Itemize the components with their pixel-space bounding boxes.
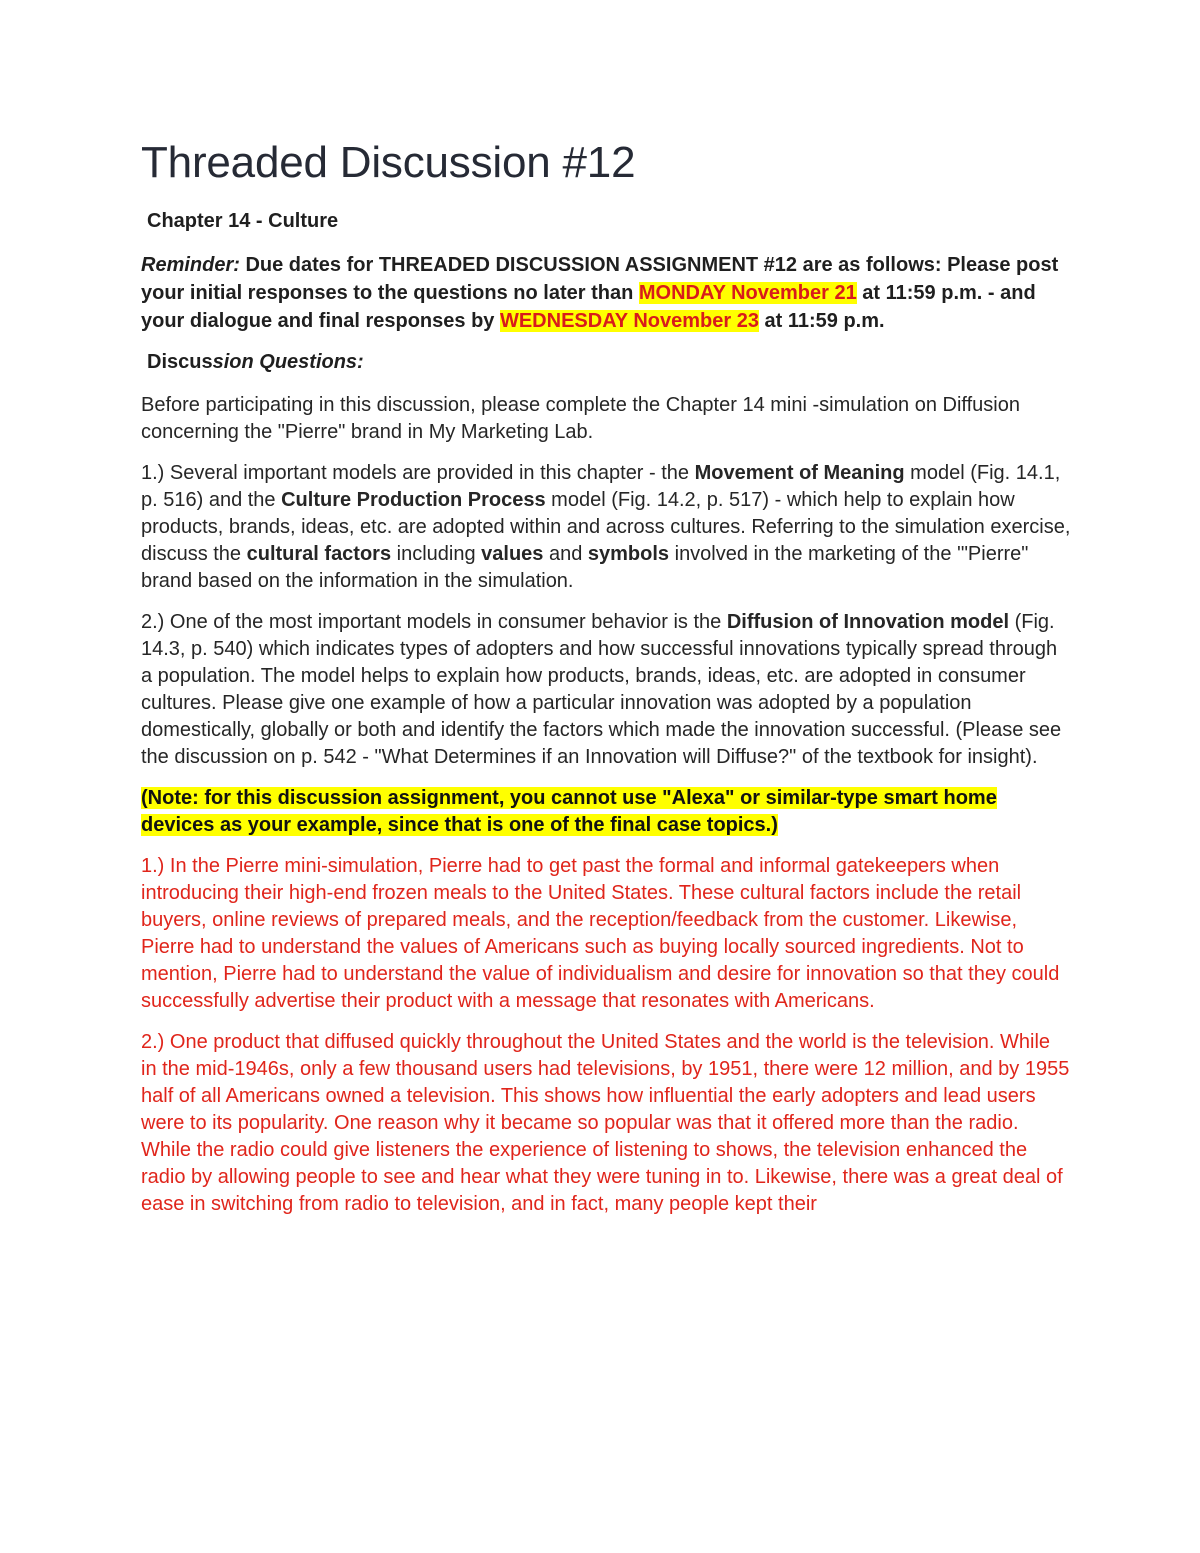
question-1 [141,460,1071,595]
reminder-paragraph [141,251,1071,335]
due-date-2: WEDNESDAY November 23 [499,310,759,332]
q2-text: (Fig. 14.3, p. 540) which indicates types of adopters and how successful innovations typically spread through a population. The model helps to explain how products, brands, ideas, etc. are adopted in consumer cultures. Please give one example of how a particular innovation was adopted by a population domestically, globally or both and identify the factors which made the innovation successful. (Please see the discussion on p. 542 - "What Determines if an Innovation will Diffuse?" of the textbook for insight). [141,611,1062,768]
reminder-label: Reminder: [141,254,240,276]
document-page [141,138,1071,1232]
due-date-1: MONDAY November 21 [638,282,857,304]
q1-bold-term: Culture Production Process [281,489,546,511]
q1-bold-term: Movement of Meaning [694,462,905,484]
document-title: Threaded Discussion #12 [141,138,636,187]
q2-text: 2.) One of the most important models in consumer behavior is the [141,611,727,633]
q1-bold-term: cultural factors [246,543,392,565]
q1-text: 1.) Several important models are provided in this chapter - the [141,462,695,484]
q1-text: and [543,543,588,565]
answer-2: 2.) One product that diffused quickly throughout the United States and the world is the television. While in the mid-1946s, only a few thousand users had televisions, by 1951, there were 12 million, and by 1955 half of all Americans owned a television. This shows how influential the early adopters and lead users were to its popularity. One reason why it became so popular was that it offered more than the radio. While the radio could give listeners the experience of listening to shows, the television enhanced the radio by allowing people to see and hear what they were tuning in to. Likewise, there was a great deal of ease in switching from radio to television, and in fact, many people kept their [141,1031,1070,1215]
q1-text: model (Fig. 14.2, p. 517) - which help to explain how products, brands, ideas, etc. are adopted within and across cultures. Referring to the simulation exercise, discuss the [141,489,1071,565]
q1-text: model (Fig. 14.1, p. 516) and the [141,462,1061,511]
discussion-questions-heading [147,351,1071,374]
note-paragraph [141,785,1071,839]
dq-italic: sion Questions: [212,351,364,373]
reminder-text-3: at 11:59 p.m. [758,310,885,332]
note-highlight: (Note: for this discussion assignment, you cannot use "Alexa" or similar-type smart home devices as your example, since that is one of the final case topics.) [141,787,997,836]
question-2 [141,609,1071,771]
q1-bold-term: values [481,543,544,565]
reminder-text-2: at 11:59 p.m. - and your dialogue and final responses by [141,282,1036,332]
answer-1: 1.) In the Pierre mini-simulation, Pierre had to get past the formal and informal gatekeepers when introducing their high-end frozen meals to the United States. These cultural factors include the retail buyers, online reviews of prepared meals, and the reception/feedback from the customer. Likewise, Pierre had to understand the values of Americans such as buying locally sourced ingredients. Not to mention, Pierre had to understand the value of individualism and desire for innovation so that they could successfully advertise their product with a message that resonates with Americans. [141,855,1060,1012]
chapter-heading: Chapter 14 - Culture [147,210,339,232]
dq-prefix: Discus [147,351,213,373]
q1-text: including [391,543,482,565]
intro-paragraph: Before participating in this discussion, please complete the Chapter 14 mini -simulation on Diffusion concerning the "Pierre" brand in My Marketing Lab. [141,394,1020,443]
q1-bold-term: symbols [587,543,670,565]
q2-bold-term: Diffusion of Innovation model [726,611,1010,633]
reminder-text-1: Due dates for THREADED DISCUSSION ASSIGNMENT #12 are as follows: Please post your initial responses to the questions no later than [141,254,1059,304]
q1-text: involved in the marketing of the '"Pierre" brand based on the information in the simulation. [141,543,1029,592]
